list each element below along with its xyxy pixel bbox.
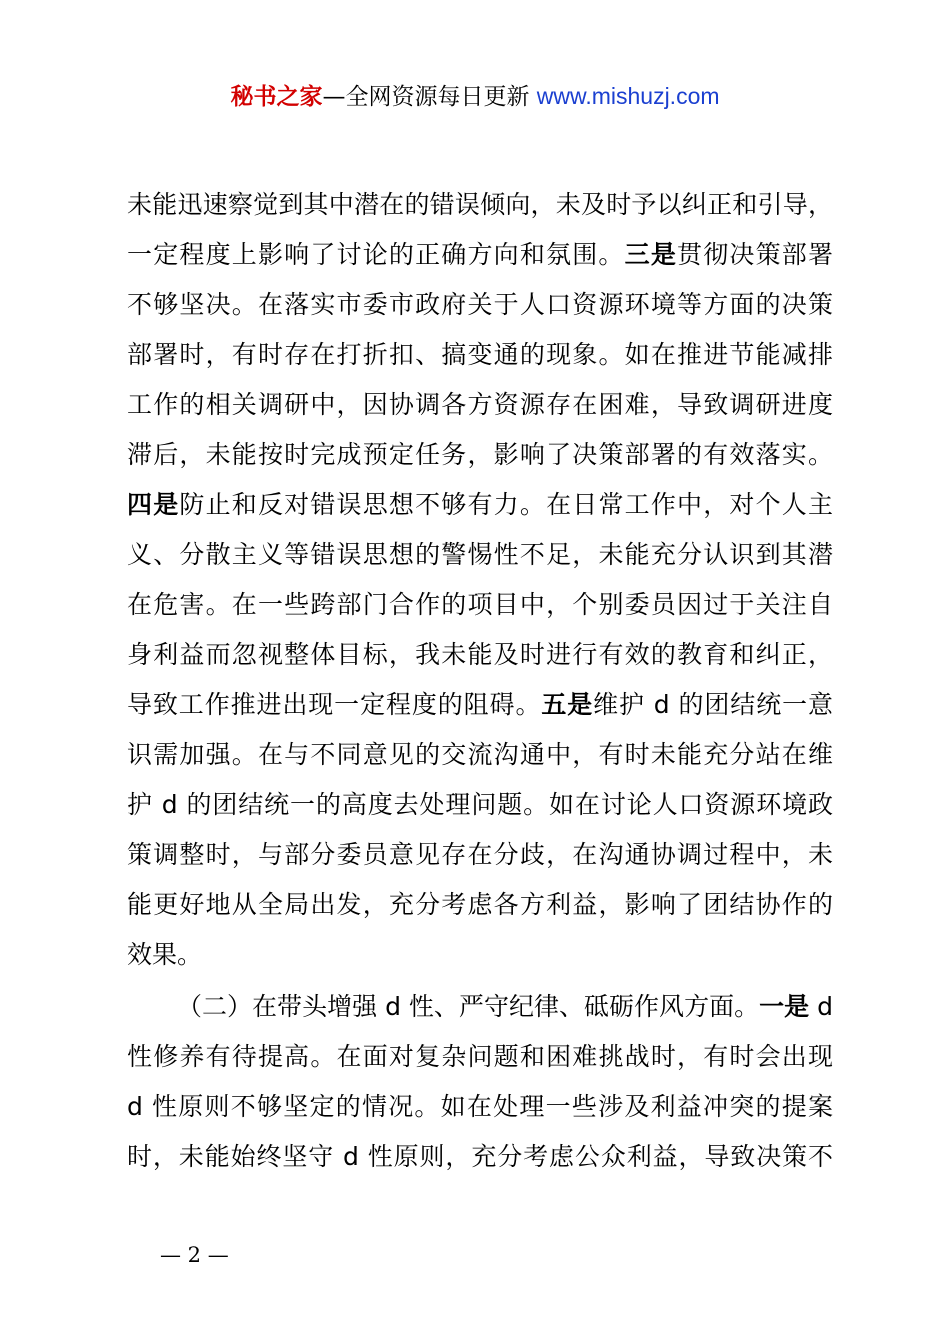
point-marker: 一是 — [759, 992, 810, 1021]
document-body — [127, 180, 833, 1182]
text-line: 部署时，有时存在打折扣、搞变通的现象。如在推进节能减排 — [127, 340, 833, 369]
point-marker: 三是 — [624, 240, 678, 269]
text-line: d 性原则不够坚定的情况。如在处理一些涉及利益冲突的提案 — [127, 1092, 833, 1121]
text-line: 导致工作推进出现一定程度的阻碍。五是维护 d 的团结统一意 — [127, 690, 833, 719]
point-marker: 五是 — [541, 690, 594, 719]
site-tagline: —全网资源每日更新 — [322, 84, 537, 110]
text-line: 能更好地从全局出发，充分考虑各方利益，影响了团结协作的 — [127, 890, 833, 919]
text-line: 时，未能始终坚守 d 性原则，充分考虑公众利益，导致决策不 — [127, 1142, 833, 1171]
text-line: 义、分散主义等错误思想的警惕性不足，未能充分认识到其潜 — [127, 540, 833, 569]
text-line: 识需加强。在与不同意见的交流沟通中，有时未能充分站在维 — [127, 740, 833, 769]
site-url-link[interactable]: www.mishuzj.com — [536, 83, 720, 109]
text-line: 未能迅速察觉到其中潜在的错误倾向，未及时予以纠正和引导， — [127, 190, 833, 219]
text-line: 不够坚决。在落实市委市政府关于人口资源环境等方面的决策 — [127, 290, 833, 319]
site-header — [0, 80, 950, 113]
text-line: 身利益而忽视整体目标，我未能及时进行有效的教育和纠正， — [127, 640, 833, 669]
text-line: 护 d 的团结统一的高度去处理问题。如在讨论人口资源环境政 — [127, 790, 833, 819]
text-line: 在危害。在一些跨部门合作的项目中，个别委员因过于关注自 — [127, 590, 833, 619]
text-line: 效果。 — [127, 940, 203, 969]
text-line: 策调整时，与部分委员意见存在分歧，在沟通协调过程中，未 — [127, 840, 833, 869]
site-brand: 秘书之家 — [230, 84, 323, 110]
section-heading-line: （二）在带头增强 d 性、严守纪律、砥砺作风方面。一是 d — [177, 992, 833, 1021]
text-line: 工作的相关调研中，因协调各方资源存在困难，导致调研进度 — [127, 390, 833, 419]
text-line: 滞后，未能按时完成预定任务，影响了决策部署的有效落实。 — [127, 440, 833, 469]
text-line: 一定程度上影响了讨论的正确方向和氛围。三是贯彻决策部署 — [127, 240, 833, 269]
page-number: — 2 — — [160, 1243, 229, 1267]
point-marker: 四是 — [127, 490, 180, 519]
text-line: 四是防止和反对错误思想不够有力。在日常工作中，对个人主 — [127, 490, 833, 519]
text-line: 性修养有待提高。在面对复杂问题和困难挑战时，有时会出现 — [127, 1042, 833, 1071]
